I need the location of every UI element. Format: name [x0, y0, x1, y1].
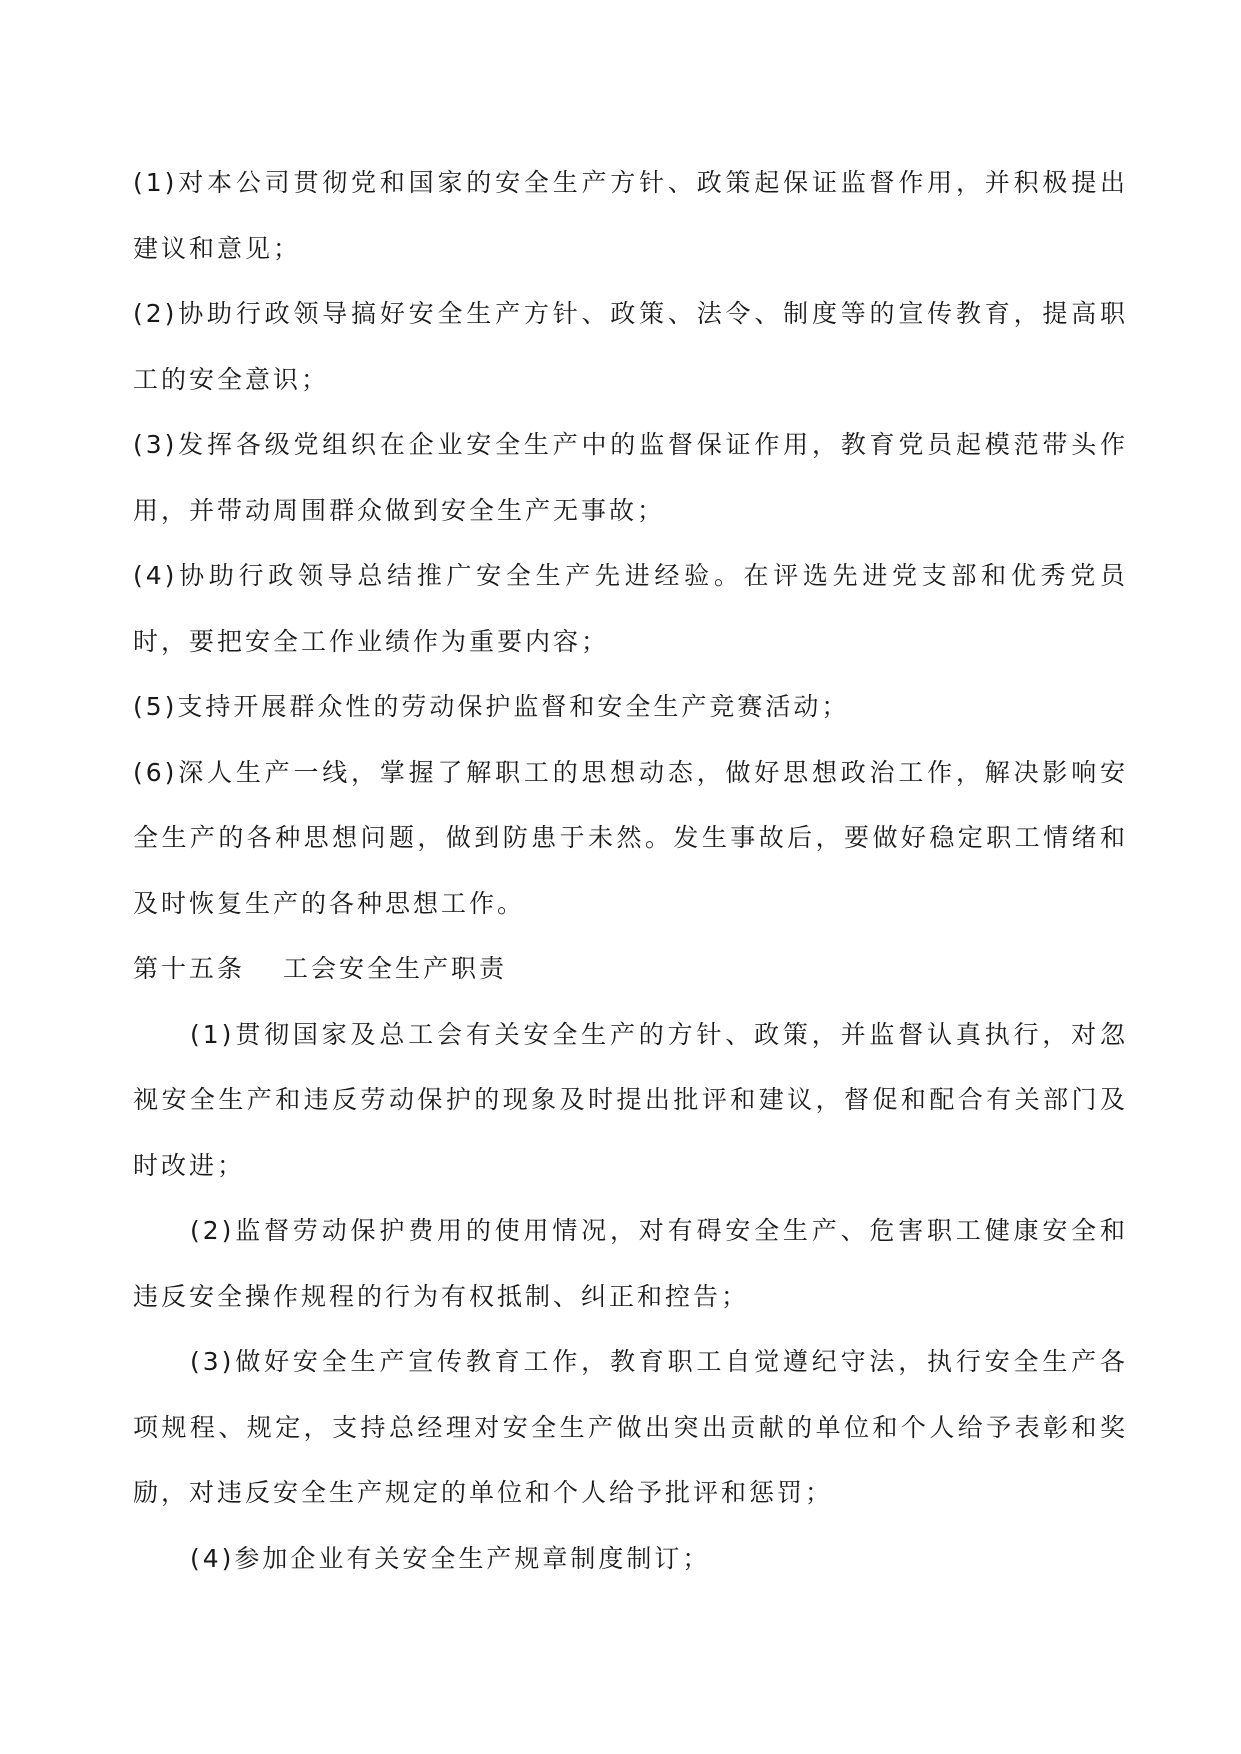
article-number: 第十五条: [133, 954, 246, 983]
article-heading: [133, 936, 1128, 1002]
party-item-5: (5)支持开展群众性的劳动保护监督和安全生产竞赛活动；: [133, 692, 850, 721]
union-item-3: (3)做好安全生产宣传教育工作，教育职工自觉遵纪守法，执行安全生产各项规程、规定，支持总经理对安全生产做出突出贡献的单位和个人给予表彰和奖励，对违反安全生产规定的单位和个人给予批评和惩罚；: [133, 1347, 1128, 1507]
union-item-2: (2)监督劳动保护费用的使用情况，对有碍安全生产、危害职工健康安全和违反安全操作规程的行为有权抵制、纠正和控告；: [133, 1216, 1128, 1311]
party-item-3: (3)发挥各级党组织在企业安全生产中的监督保证作用，教育党员起模范带头作用，并带动周围群众做到安全生产无事故；: [133, 430, 1128, 525]
union-item-4: (4)参加企业有关安全生产规章制度制订；: [190, 1543, 711, 1573]
union-item-1: (1)贯彻国家及总工会有关安全生产的方针、政策，并监督认真执行，对忽视安全生产和违反劳动保护的现象及时提出批评和建议，督促和配合有关部门及时改进；: [133, 1019, 1128, 1180]
party-item-1: (1)对本公司贯彻党和国家的安全生产方针、政策起保证监督作用，并积极提出建议和意见；: [133, 168, 1128, 263]
document-body: [133, 150, 1128, 1591]
party-item-4: (4)协助行政领导总结推广安全生产先进经验。在评选先进党支部和优秀党员时，要把安全工作业绩作为重要内容；: [133, 561, 1128, 656]
party-item-2: (2)协助行政领导搞好安全生产方针、政策、法令、制度等的宣传教育，提高职工的安全意识；: [133, 299, 1128, 394]
article-title: 工会安全生产职责: [283, 954, 508, 983]
party-item-6: (6)深人生产一线，掌握了解职工的思想动态，做好思想政治工作，解决影响安全生产的各种思想问题，做到防患于未然。发生事故后，要做好稳定职工情绪和及时恢复生产的各种思想工作。: [133, 757, 1128, 918]
